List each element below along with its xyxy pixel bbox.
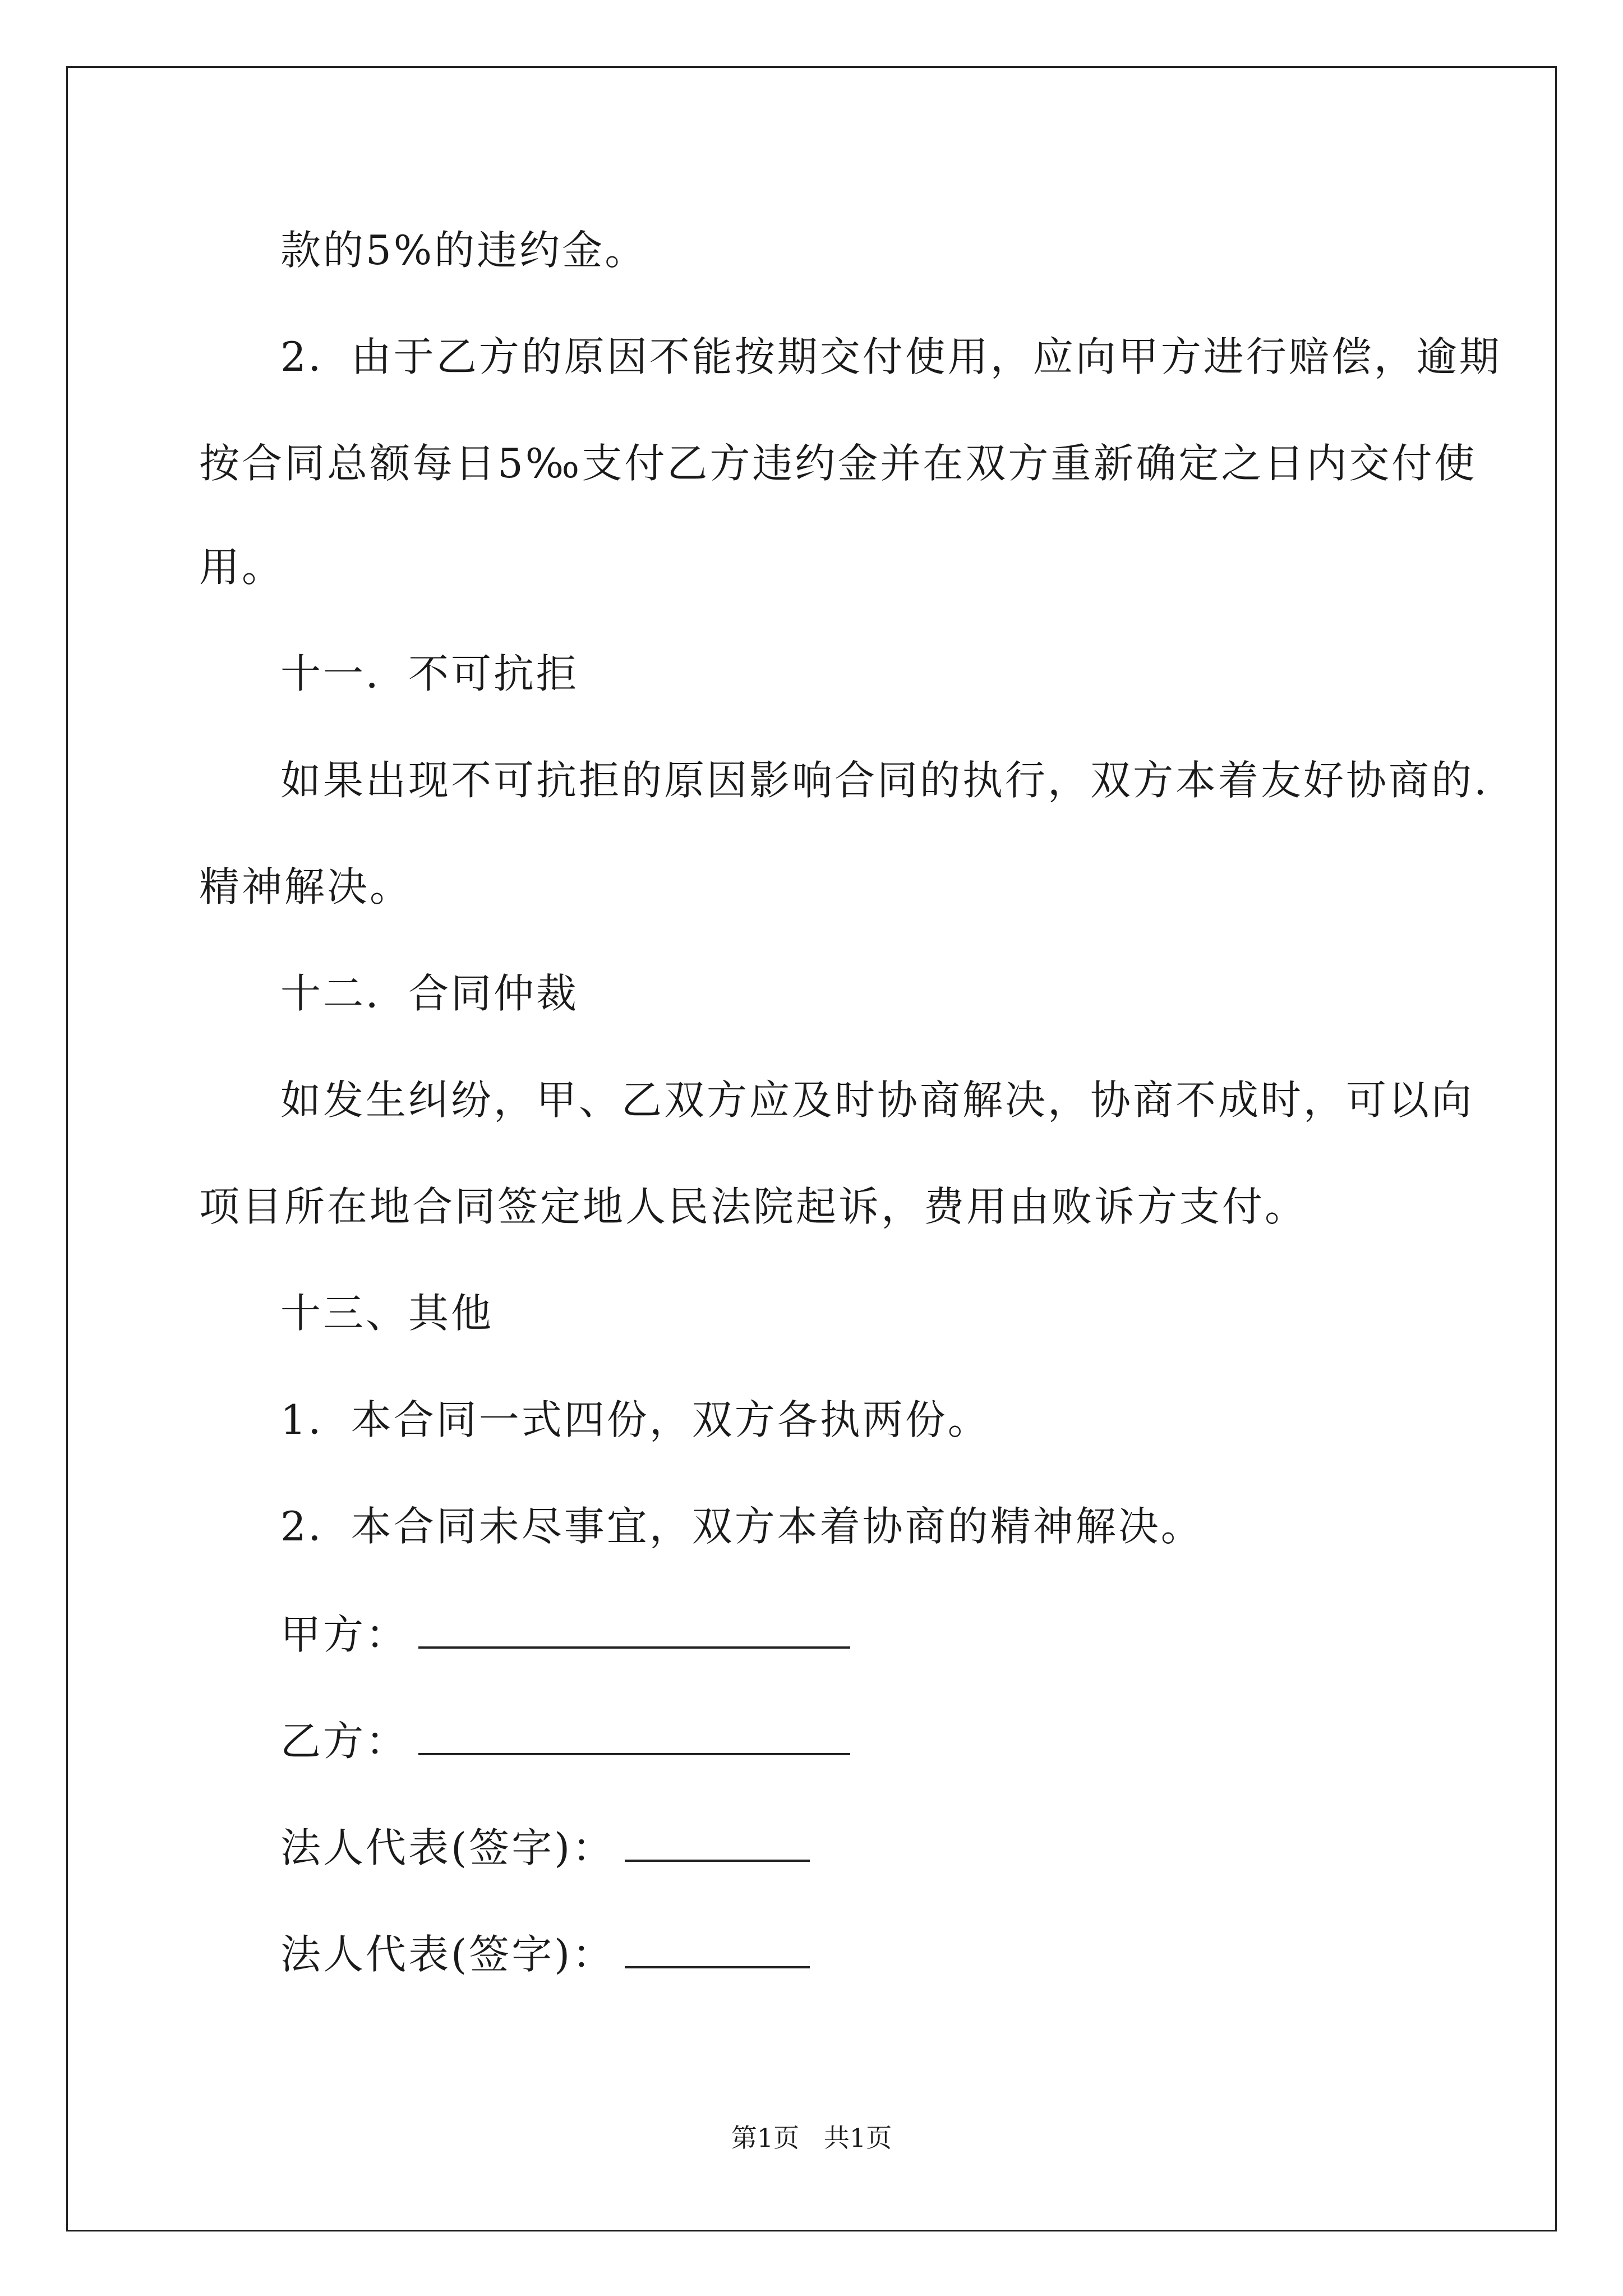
paragraph-line: 按合同总额每日5‰支付乙方违约金并在双方重新确定之日内交付使 (199, 440, 1477, 487)
party-a-label: 甲方： (280, 1611, 409, 1658)
paragraph-line: 精神解决。 (199, 863, 413, 910)
signature-party-a (280, 1611, 850, 1658)
signature-party-b (280, 1718, 850, 1765)
signature-legal-rep-1 (280, 1824, 810, 1871)
paragraph-line: 款的5%的违约金。 (280, 227, 648, 274)
party-a-signature-blank (418, 1613, 850, 1649)
legal-rep-signature-blank (625, 1932, 810, 1968)
legal-rep-label: 法人代表(签字)： (280, 1931, 615, 1978)
legal-rep-signature-blank (625, 1826, 810, 1862)
paragraph-line: 项目所在地合同签定地人民法院起诉，费用由败诉方支付。 (199, 1183, 1308, 1230)
paragraph-line: 2．由于乙方的原因不能按期交付使用，应向甲方进行赔偿，逾期 (280, 333, 1502, 380)
paragraph-line: 如果出现不可抗拒的原因影响合同的执行，双方本着友好协商的. (280, 757, 1489, 804)
section-heading: 十一．不可抗拒 (280, 650, 579, 697)
page-footer: 第1页 共1页 (731, 2123, 892, 2153)
paragraph-line: 用。 (199, 544, 285, 591)
section-heading: 十二．合同仲裁 (280, 970, 579, 1017)
page-frame (66, 66, 1557, 2231)
party-b-signature-blank (418, 1719, 850, 1755)
section-heading: 十三、其他 (280, 1290, 494, 1337)
legal-rep-label: 法人代表(签字)： (280, 1824, 615, 1871)
list-item: 1．本合同一式四份，双方各执两份。 (280, 1396, 990, 1443)
signature-legal-rep-2 (280, 1931, 810, 1978)
paragraph-line: 如发生纠纷，甲、乙双方应及时协商解决，协商不成时，可以向 (280, 1076, 1474, 1124)
party-b-label: 乙方： (280, 1718, 409, 1765)
list-item: 2．本合同未尽事宜，双方本着协商的精神解决。 (280, 1503, 1204, 1550)
